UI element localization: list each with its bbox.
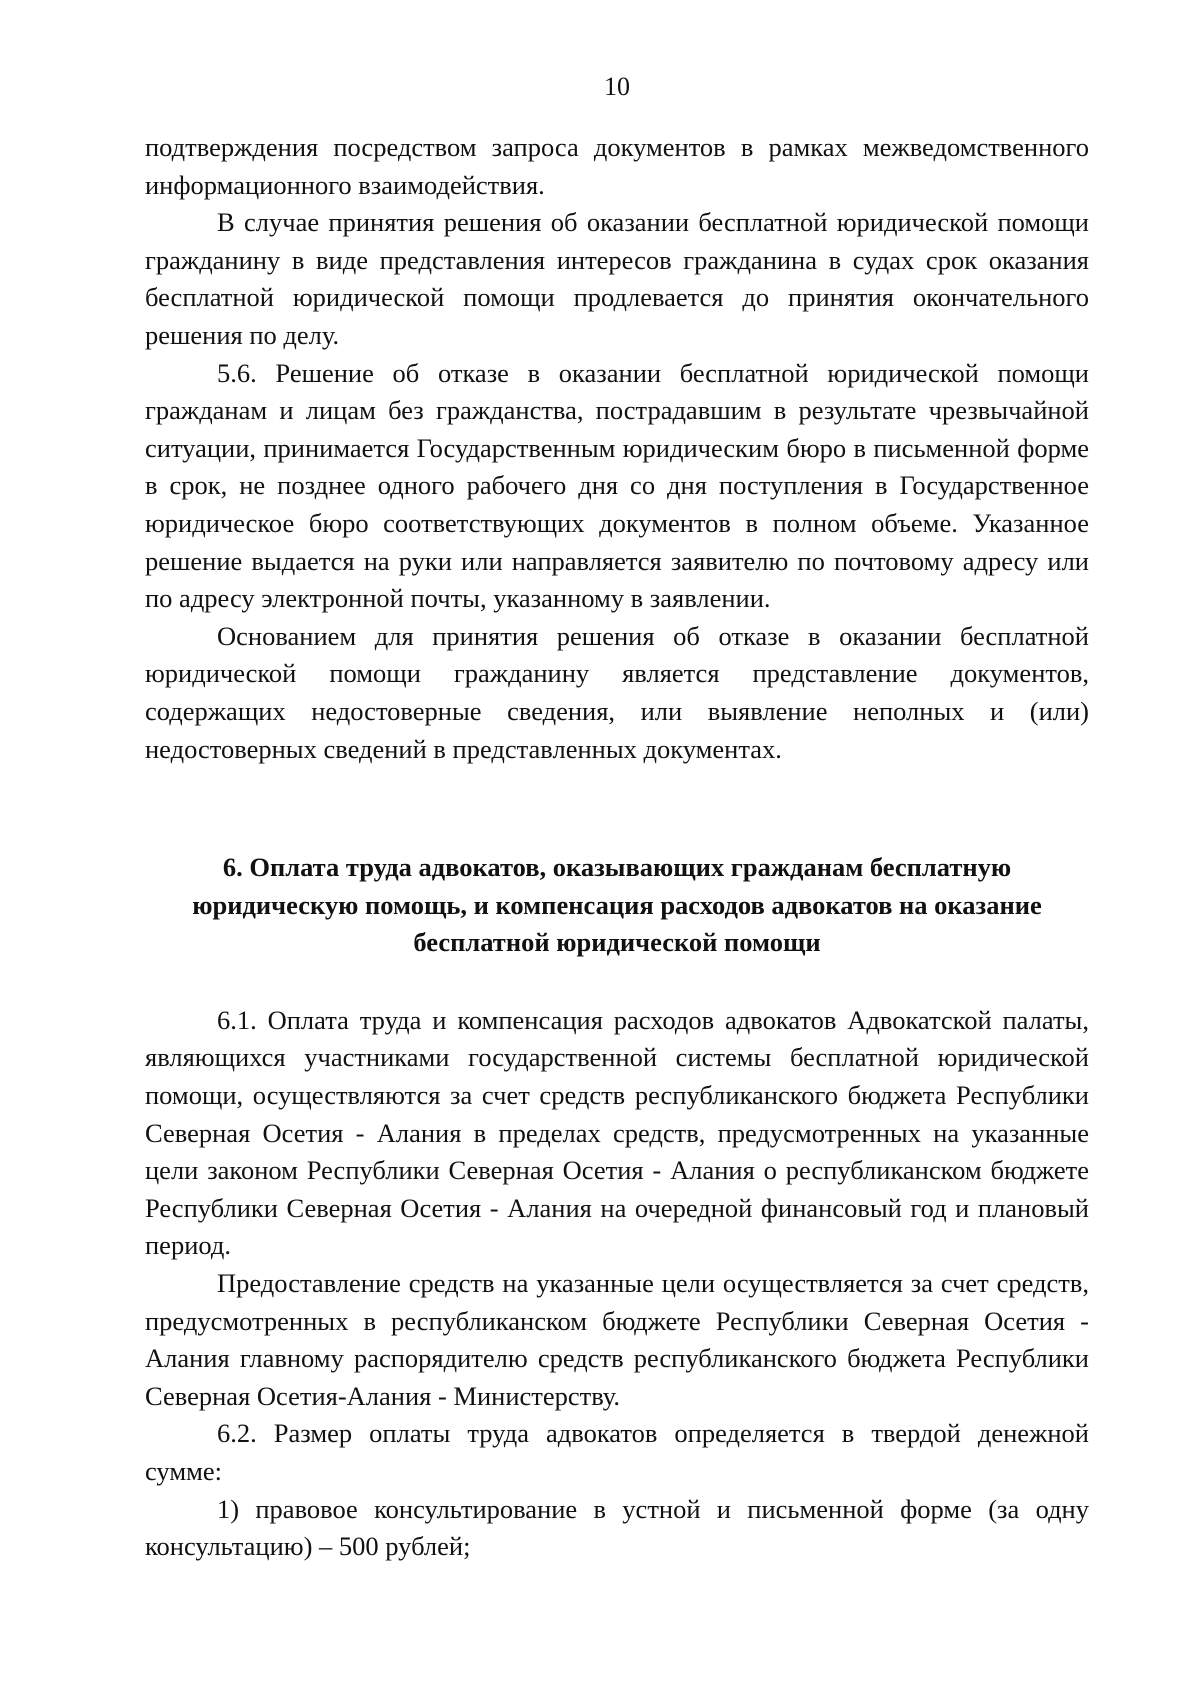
paragraph: подтверждения посредством запроса документов в рамках межведомственного информационного взаимодействия. xyxy=(145,132,1089,200)
paragraph: В случае принятия решения об оказании бесплатной юридической помощи гражданину в виде представления интересов гражданина в судах срок оказания бесплатной юридической помощи продлевается до принятия окончательного решения по делу. xyxy=(145,207,1089,350)
paragraph: Основанием для принятия решения об отказе в оказании бесплатной юридической помощи гражданину является представление документов, содержащих недостоверные сведения, или выявление неполных и (или) недостоверных сведений в представленных документах. xyxy=(145,620,1089,764)
list-item: 1) правовое консультирование в устной и письменной форме (за одну консультацию) – 500 рублей; xyxy=(145,1493,1089,1562)
section-title: 6. Оплата труда адвокатов, оказывающих гражданам бесплатную юридическую помощь, и компенсация расходов адвокатов на оказание бесплатной юридической помощи xyxy=(192,852,1042,958)
paragraph: Предоставление средств на указанные цели осуществляется за счет средств, предусмотренных в республиканском бюджете Республики Северная Осетия - Алания главному распорядителю средств республиканского бюджета Республики Северная Осетия-Алания - Министерству. xyxy=(145,1268,1089,1411)
document-body xyxy=(145,129,1089,1566)
paragraph-6-1: 6.1. Оплата труда и компенсация расходов адвокатов Адвокатской палаты, являющихся участниками государственной системы бесплатной юридической помощи, осуществляются за счет средств республиканского бюджета Республики Северная Осетия - Алания в пределах средств, предусмотренных на указанные цели законом Республики Северная Осетия - Алания о республиканском бюджете Республики Северная Осетия - Алания на очередной финансовый год и плановый период. xyxy=(145,1004,1089,1261)
paragraph-6-2: 6.2. Размер оплаты труда адвокатов определяется в твердой денежной сумме: xyxy=(145,1418,1089,1486)
page-number: 10 xyxy=(604,72,630,101)
paragraph-5-6: 5.6. Решение об отказе в оказании бесплатной юридической помощи гражданам и лицам без гражданства, пострадавшим в результате чрезвычайной ситуации, принимается Государственным юридическим бюро в письменной форме в срок, не позднее одного рабочего дня со дня поступления в Государственное юридическое бюро соответствующих документов в полном объеме. Указанное решение выдается на руки или направляется заявителю по почтовому адресу или по адресу электронной почты, указанному в заявлении. xyxy=(145,357,1089,614)
